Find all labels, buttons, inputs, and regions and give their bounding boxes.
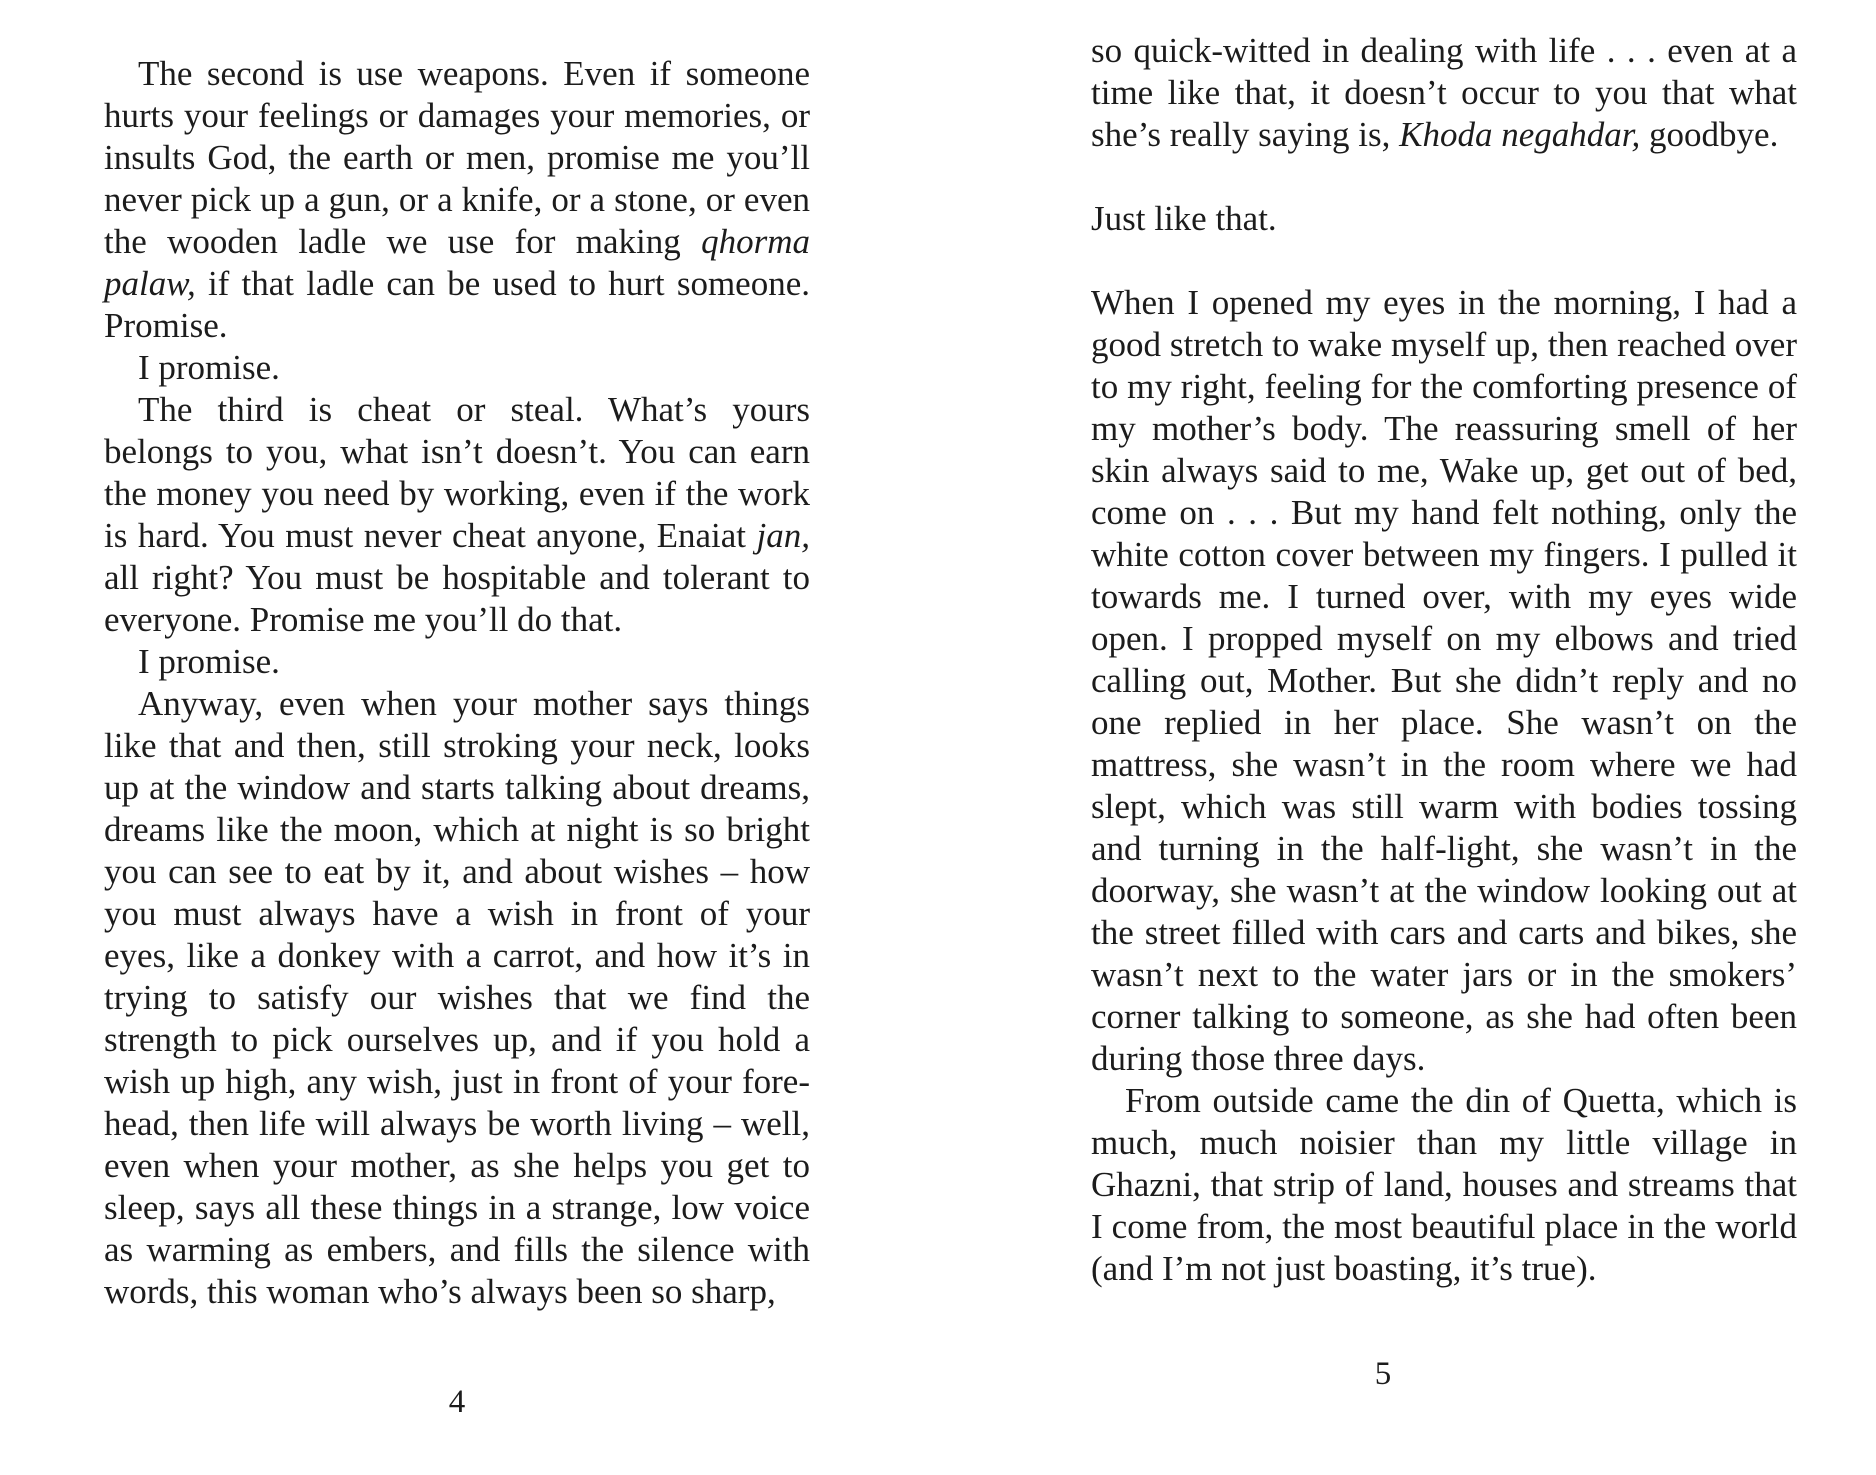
paragraph-text: From outside came the din of Quetta, which is much, much noisier than my little village in Ghazni, that strip of land, houses and streams that I come from, the most beautiful place in the world (and I’m not just boasting, it’s true). xyxy=(1091,1081,1797,1288)
italic-term: Khoda negahdar, xyxy=(1399,115,1641,154)
left-page-text xyxy=(104,53,810,1313)
paragraph xyxy=(104,347,810,389)
right-page-text xyxy=(1091,30,1797,1290)
italic-term: qhorma palaw, xyxy=(104,222,810,303)
paragraph xyxy=(104,389,810,641)
paragraph xyxy=(104,53,810,347)
italic-term: jan, xyxy=(756,516,810,555)
paragraph-text: all right? You must be hospitable and tolerant to everyone. Promise me you’ll do that. xyxy=(104,558,810,639)
paragraph xyxy=(1091,1080,1797,1290)
paragraph-text: I promise. xyxy=(138,642,280,681)
paragraph xyxy=(104,641,810,683)
paragraph-text: goodbye. xyxy=(1640,115,1779,154)
paragraph-text: Just like that. xyxy=(1091,199,1277,238)
paragraph-text: so quick-witted in dealing with life . . . even at a time like that, it doesn’t occur to you that what she’s really saying is, xyxy=(1091,31,1797,154)
paragraph-text: The third is cheat or steal. What’s yours belongs to you, what isn’t doesn’t. You can earn the money you need by working, even if the work is hard. You must never cheat anyone, Enaiat xyxy=(104,390,810,555)
paragraph-text: The second is use weapons. Even if someone hurts your feelings or damages your memories, or insults God, the earth or men, promise me you’ll never pick up a gun, or a knife, or a stone, or even the wooden ladle we use for making xyxy=(104,54,810,261)
paragraph-text: if that ladle can be used to hurt someone. Promise. xyxy=(104,264,810,345)
paragraph xyxy=(1091,30,1797,156)
paragraph xyxy=(1091,282,1797,1080)
paragraph-text: Anyway, even when your mother says things like that and then, still stroking your neck, looks up at the window and starts talking about dreams, dreams like the moon, which at night is so bright you can see to eat by it, and about wishes – how you must always have a wish in front of your eyes, like a donkey with a carrot, and how it’s in trying to satisfy our wishes that we find the strength to pick ourselves up, and if you hold a wish up high, any wish, just in front of your forehead, then life will always be worth living – well, even when your mother, as she helps you get to sleep, says all these things in a strange, low voice as warming as embers, and fills the silence with words, this woman who’s always been so sharp, xyxy=(104,684,810,1311)
paragraph xyxy=(104,683,810,1313)
page-number: 5 xyxy=(1374,1356,1392,1392)
paragraph-text: I promise. xyxy=(138,348,280,387)
right-page xyxy=(938,0,1876,1475)
page-number: 4 xyxy=(448,1384,466,1420)
paragraph-text: When I opened my eyes in the morning, I had a good stretch to wake myself up, then reached over to my right, feeling for the comforting presence of my mother’s body. The reassuring smell of her skin always said to me, Wake up, get out of bed, come on . . . But my hand felt nothing, only the white cotton cover between my fingers. I pulled it towards me. I turned over, with my eyes wide open. I propped myself on my elbows and tried calling out, Mother. But she didn’t reply and no one replied in her place. She wasn’t on the mattress, she wasn’t in the room where we had slept, which was still warm with bodies tossing and turning in the half-light, she wasn’t in the doorway, she wasn’t at the window looking out at the street filled with cars and carts and bikes, she wasn’t next to the water jars or in the smokers’ corner talking to someone, as she had often been during those three days. xyxy=(1091,283,1797,1078)
paragraph xyxy=(1091,198,1797,240)
